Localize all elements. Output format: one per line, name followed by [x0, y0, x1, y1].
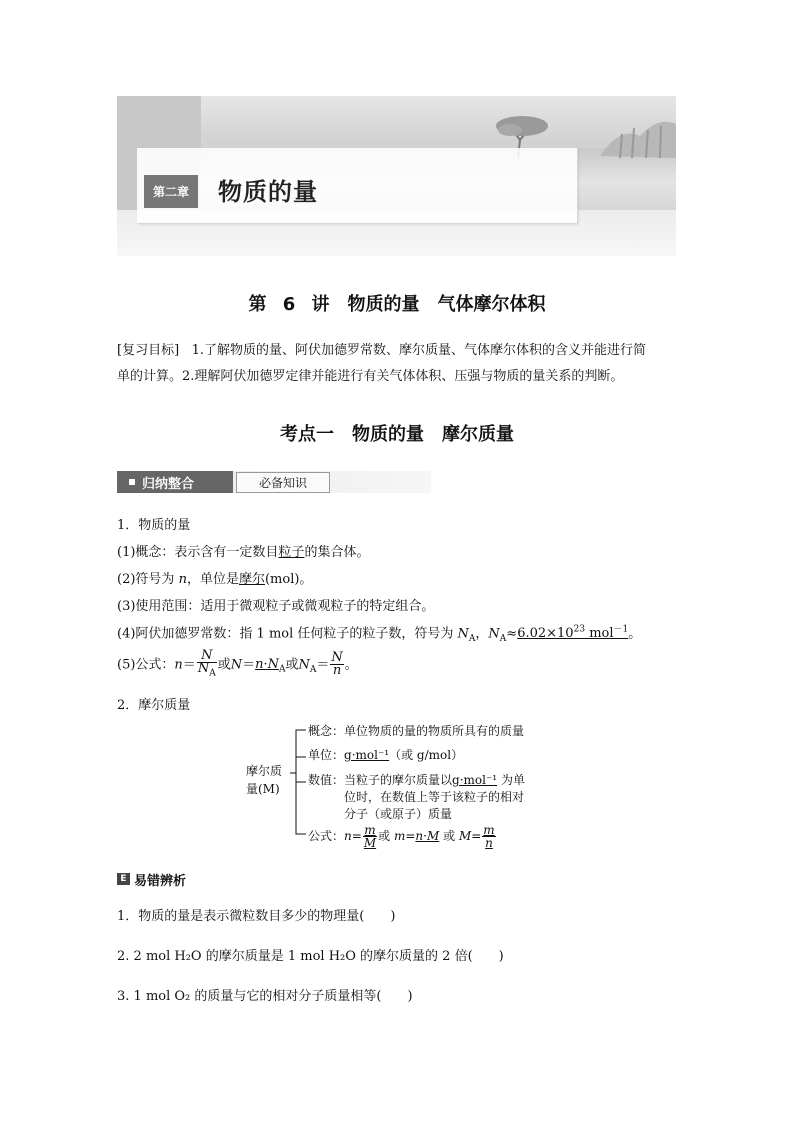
- fraction-m-over-M: $\frac{m}{M}$: [363, 823, 377, 850]
- diagram-value: 数值：当粒子的摩尔质量以g·mol⁻¹ 为单 位时，在数值上等于该粒子的相对 分子（或原子）质量: [308, 773, 525, 821]
- p1-symbol: (2)符号为 n，单位是摩尔(mol)。: [117, 572, 313, 587]
- chapter-badge: 第二章: [144, 175, 198, 208]
- answer-particle: 粒子: [278, 545, 305, 560]
- error-item-2: 2. 2 mol H₂O 的摩尔质量是 1 mol H₂O 的摩尔质量的 2 倍( ): [117, 949, 504, 964]
- error-analysis-title: 易错辨析: [134, 874, 187, 889]
- lecture-title: 第 6 讲 物质的量 气体摩尔体积: [248, 294, 546, 315]
- answer-value-unit: g·mol⁻¹: [452, 773, 498, 787]
- p1-scope: (3)使用范围：适用于微观粒子或微观粒子的特定组合。: [117, 599, 435, 614]
- section-bar-main-label: 归纳整合: [142, 476, 195, 492]
- chapter-title: 物质的量: [218, 178, 318, 206]
- p1-concept: (1)概念：表示含有一定数目粒子的集合体。: [117, 545, 370, 560]
- diagram-formula: 公式：n= $\frac{m}{M}$ 或 m=n·M 或 M= $\frac{m}{n}$: [308, 823, 495, 850]
- answer-avogadro-value: $6.02\times 10^{23}$ mol$^{-1}$: [517, 625, 629, 642]
- banner-title-plate: [137, 148, 578, 224]
- answer-mole: 摩尔: [238, 572, 265, 587]
- molar-mass-root: 摩尔质 量(M): [246, 764, 283, 796]
- fraction-m-over-n: $\frac{m}{n}$: [483, 823, 495, 850]
- error-item-3: 3. 1 mol O₂ 的质量与它的相对分子质量相等( ): [117, 989, 413, 1004]
- section-bar-main: [117, 471, 233, 493]
- diagram-concept: 概念：单位物质的量的物质所具有的质量: [308, 724, 525, 738]
- goals-line-1: [117, 338, 677, 364]
- goals-line-2: 单的计算。2.理解阿伏加德罗定律并能进行有关气体体积、压强与物质的量关系的判断。: [117, 369, 624, 384]
- fraction-n: $\frac{N}{N_A}$: [197, 648, 216, 679]
- p1-avogadro: (4)阿伏加德罗常数：指 1 mol 任何粒子的粒子数，符号为 $N_A$，$N_A\approx 6.02\times 10^{23}$ mol$^{-1}$。: [117, 625, 642, 644]
- p2-heading: 2．摩尔质量: [117, 698, 191, 713]
- p1-formula: (5)公式：n＝ $\frac{N}{N_A}$ 或$N=n\cdot N_A$或$N_A=$ $\frac{N}{n}$ 。: [117, 648, 358, 679]
- review-goals: [117, 338, 677, 390]
- answer-unit: g·mol⁻¹: [344, 748, 390, 762]
- diagram-unit: 单位：g·mol⁻¹（或 g/mol）: [308, 748, 464, 762]
- answer-m-formula: n·M: [415, 829, 440, 843]
- diagram-brace: [290, 723, 308, 841]
- section-title: 考点一 物质的量 摩尔质量: [280, 424, 514, 445]
- error-item-1: 1．物质的量是表示微粒数目多少的物理量( ): [117, 909, 396, 924]
- p1-heading: 1．物质的量: [117, 518, 191, 533]
- goals-text-1: 1.了解物质的量、阿伏加德罗常数、摩尔质量、气体摩尔体积的含义并能进行简: [191, 343, 646, 358]
- goals-label: [复习目标]: [117, 343, 180, 358]
- section-bar-sub: 必备知识: [236, 472, 330, 493]
- square-icon: [129, 479, 135, 485]
- error-analysis-icon: E: [117, 873, 130, 885]
- fraction-na: $\frac{N}{n}$: [331, 650, 343, 679]
- answer-formula: $n\cdot N_A$: [255, 657, 286, 675]
